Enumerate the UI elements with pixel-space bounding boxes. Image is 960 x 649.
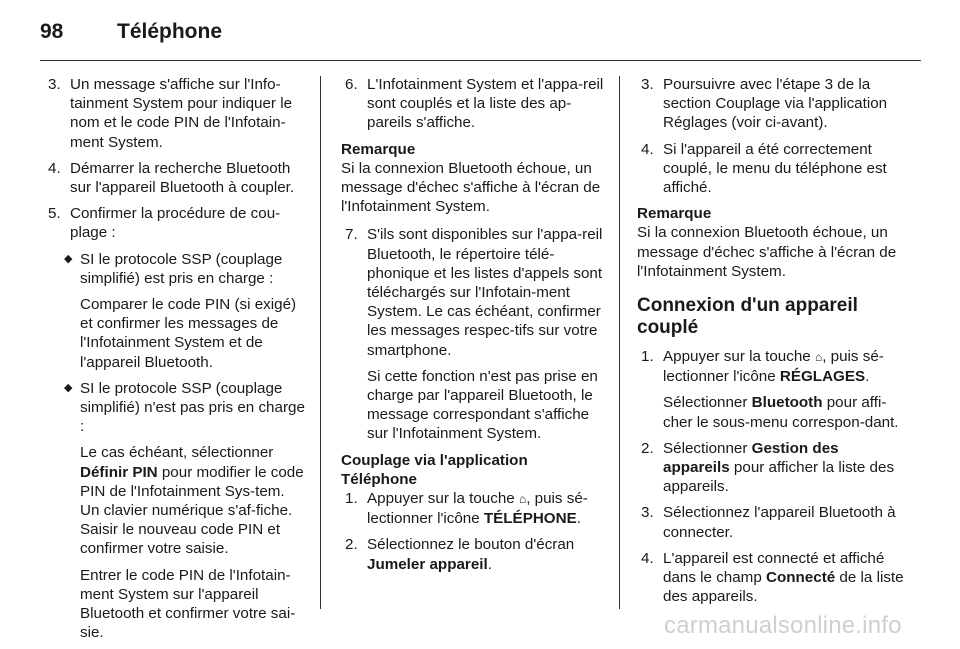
bold-text: Connecté [766, 569, 836, 587]
list-item [637, 439, 905, 497]
page-number: 98 [40, 20, 64, 43]
paragraph: Si cette fonction n'est pas prise en charge par l'appareil Bluetooth, le message correspondant s'affiche sur l'Infotainment System. [367, 367, 598, 443]
list-item [341, 489, 605, 528]
note-block [341, 140, 605, 217]
list-item [637, 347, 905, 386]
list-number: 2. [641, 439, 654, 457]
list-text: S'ils sont disponibles sur l'appa-reil Bluetooth, le répertoire télé-phonique et les listes d'appels sont téléchargés sur l'Infotain-ment System. Le cas échéant, confirmer les messages respec-tifs sur votre smartphone. [367, 226, 603, 359]
list-text: Sélectionnez l'appareil Bluetooth à connecter. [663, 504, 896, 541]
text: . [487, 555, 492, 573]
bold-text: Bluetooth [751, 394, 823, 412]
list-item [341, 75, 605, 133]
bold-text: Gestion des appareils [663, 439, 839, 477]
bold-text: Jumeler appareil [367, 555, 488, 573]
column-divider-2 [619, 76, 620, 609]
list-text: Si l'appareil a été correctement couplé, le menu du téléphone est affiché. [663, 140, 887, 197]
list-number: 4. [641, 140, 654, 158]
list-item [44, 204, 306, 242]
note-title: Remarque [341, 140, 416, 158]
bold-text: RÉGLAGES [779, 368, 866, 386]
column-2 [341, 75, 605, 581]
note-text: Si la connexion Bluetooth échoue, un message d'échec s'affiche à l'écran de l'Infotainment System. [637, 224, 897, 280]
text: pour affi-cher le sous-menu correspon-dant. [663, 394, 899, 431]
list-item [341, 225, 605, 359]
list-number: 3. [641, 504, 654, 522]
list-number: 4. [641, 549, 654, 567]
text: pour afficher la liste des appareils. [663, 459, 895, 496]
note-block [637, 204, 905, 281]
list-number: 1. [641, 348, 654, 366]
text: Sélectionnez le bouton d'écran [367, 536, 575, 554]
list-number: 2. [345, 536, 358, 554]
column-3 [637, 75, 905, 613]
list-number: 6. [345, 76, 358, 93]
list-item [44, 159, 306, 197]
text: , puis sé-lectionner l'icône [663, 348, 884, 386]
list-item [341, 535, 605, 573]
bold-text: TÉLÉPHONE [483, 510, 577, 528]
text: Sélectionner [663, 439, 752, 457]
paragraph [44, 443, 306, 558]
paragraph: Comparer le code PIN (si exigé) et confirmer les messages de l'Infotainment System et de l'appareil Bluetooth. [80, 296, 297, 371]
list-text: Un message s'affiche sur l'Info-tainment System pour indiquer le nom et le code PIN de l'Infotain-ment System. [70, 76, 293, 151]
list-item [637, 549, 905, 607]
list-item [637, 75, 905, 133]
home-button-icon: ⌂ [518, 492, 527, 507]
list-number: 7. [345, 226, 358, 244]
list-item [637, 140, 905, 198]
list-text: Confirmer la procédure de cou-plage : [70, 205, 281, 242]
text: de la liste des appareils. [663, 569, 904, 606]
list-text: L'Infotainment System et l'appa-reil sont couplés et la liste des ap-pareils s'affiche. [367, 76, 604, 132]
list-number: 5. [48, 205, 61, 223]
list-number: 1. [345, 490, 358, 508]
section-subheading: Couplage via l'application Téléphone [341, 451, 528, 488]
column-divider-1 [320, 76, 321, 609]
text: . [576, 510, 581, 528]
list-text: Poursuivre avec l'étape 3 de la section Couplage via l'application Réglages (voir ci-avant). [663, 76, 888, 132]
list-item [637, 503, 905, 541]
section-heading: Connexion d'un appareil couplé [637, 295, 858, 339]
page-header [0, 0, 960, 62]
list-number: 4. [48, 159, 61, 177]
text: . [865, 368, 870, 386]
bullet-item [44, 379, 306, 437]
paragraph: Entrer le code PIN de l'Infotain-ment System sur l'appareil Bluetooth et confirmer votre sai-sie. [80, 566, 296, 642]
page-title: Téléphone [117, 20, 223, 43]
list-text: Démarrer la recherche Bluetooth sur l'appareil Bluetooth à coupler. [70, 159, 295, 197]
header-divider [40, 60, 921, 61]
list-number: 3. [48, 76, 61, 93]
text: pour modifier le code PIN de l'Infotainment Sys-tem. Un clavier numérique s'af-fiche. Saisir le nouveau code PIN et confirmer votre saisie. [80, 463, 304, 558]
watermark: carmanualsonline.info [664, 612, 902, 639]
home-button-icon: ⌂ [814, 350, 823, 365]
text: Appuyer sur la touche [663, 348, 815, 366]
column-1 [44, 75, 306, 649]
list-item [44, 75, 306, 152]
text: , puis sé-lectionner l'icône [367, 490, 588, 528]
bullet-text: SI le protocole SSP (couplage simplifié) n'est pas pris en charge : [80, 379, 305, 436]
diamond-bullet-icon: ◆ [64, 381, 73, 394]
text: L'appareil est connecté et affiché dans le champ [663, 549, 885, 587]
diamond-bullet-icon: ◆ [64, 252, 73, 265]
paragraph [637, 393, 905, 431]
text: Sélectionner [663, 394, 752, 412]
note-text: Si la connexion Bluetooth échoue, un message d'échec s'affiche à l'écran de l'Infotainment System. [341, 159, 601, 216]
bullet-text: SI le protocole SSP (couplage simplifié) est pris en charge : [80, 250, 283, 287]
list-number: 3. [641, 76, 654, 93]
text: Le cas échéant, sélectionner [80, 444, 274, 462]
note-title: Remarque [637, 205, 712, 223]
text: Appuyer sur la touche [367, 490, 519, 508]
bold-text: Définir PIN [80, 463, 158, 481]
bullet-item [44, 250, 306, 288]
